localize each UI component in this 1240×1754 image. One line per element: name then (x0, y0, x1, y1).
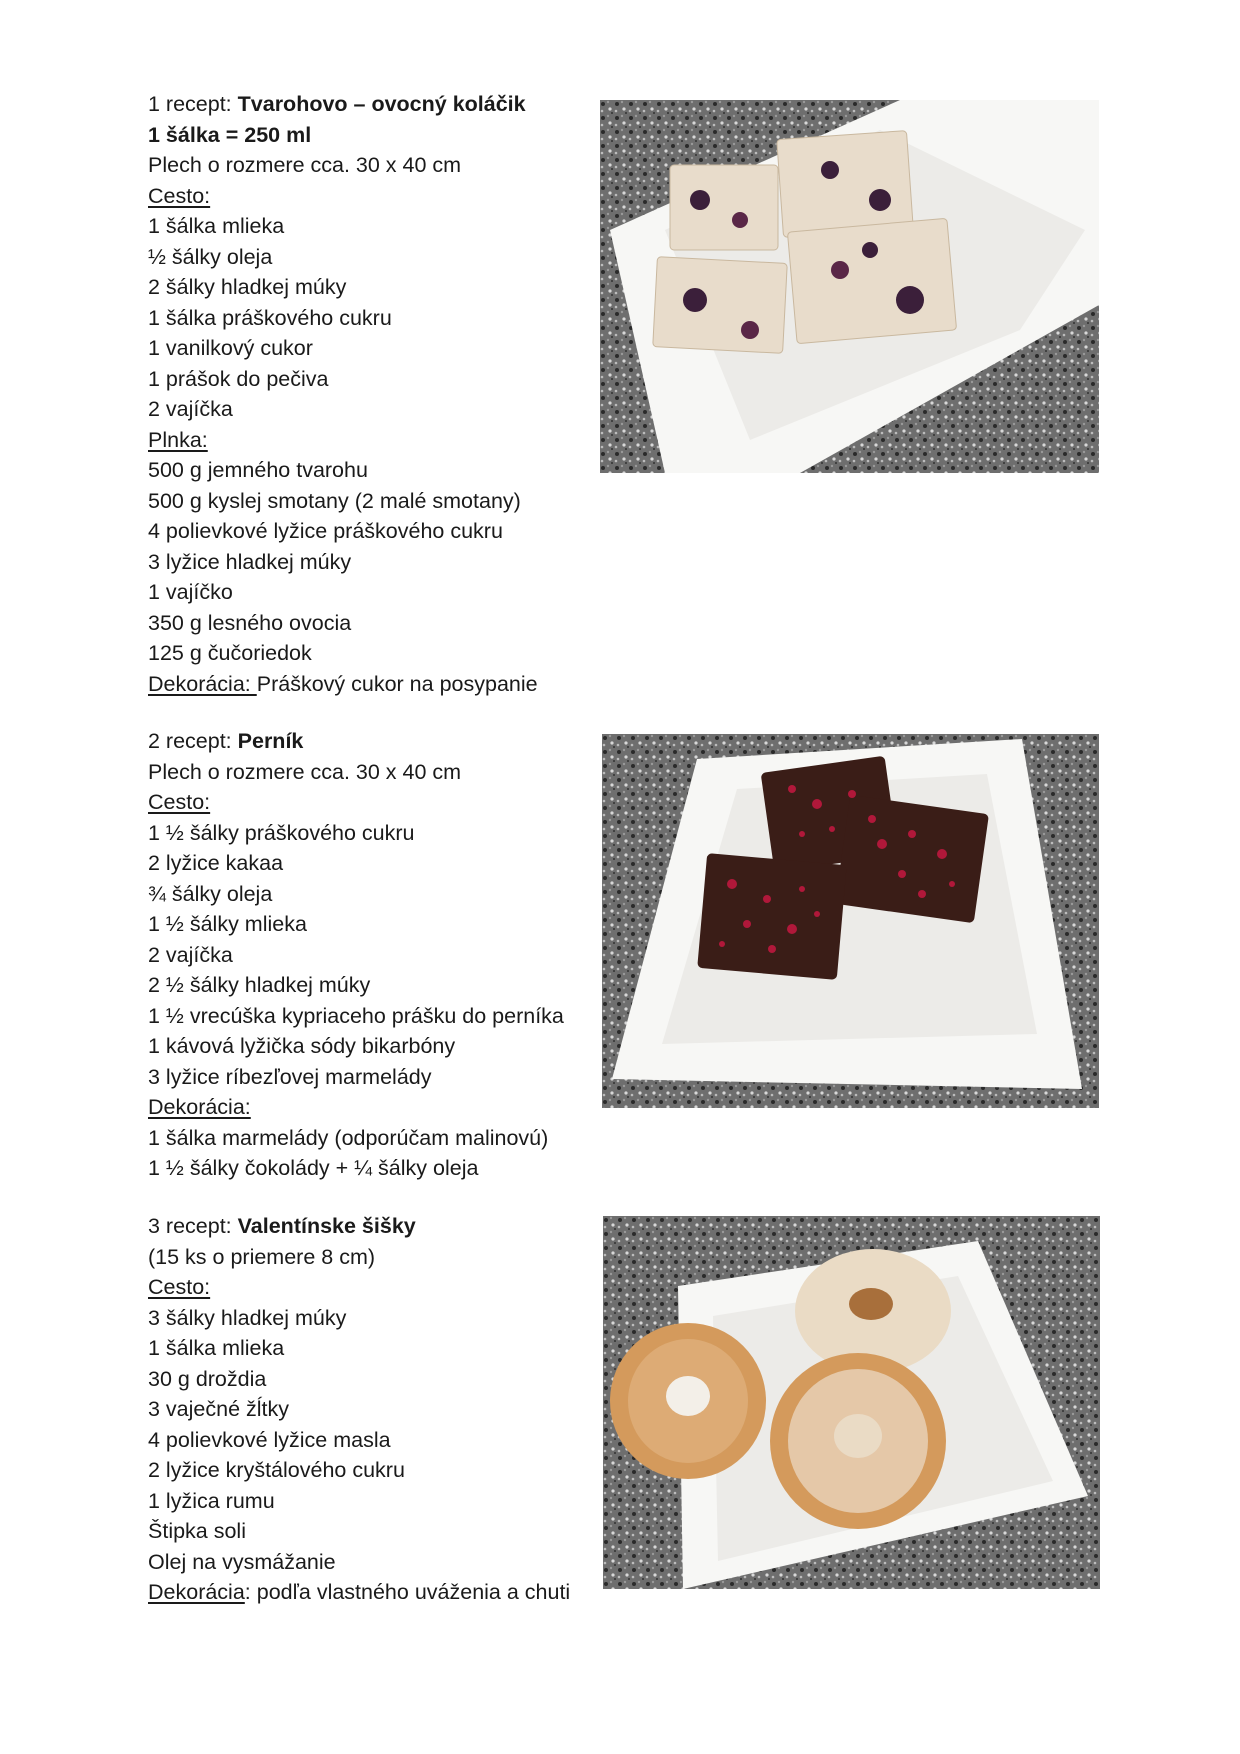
decoration-text: : podľa vlastného uváženia a chuti (244, 1580, 571, 1604)
ingredient: 2 šálky hladkej múky (148, 275, 347, 299)
ingredient: 1 šálka mlieka (148, 214, 285, 238)
ingredient: 1 kávová lyžička sódy bikarbóny (148, 1034, 456, 1058)
recipe-number: 1 recept: (148, 92, 238, 116)
decoration-item: 1 šálka marmelády (odporúčam malinovú) (148, 1125, 549, 1150)
ingredient: Olej na vysmážanie (148, 1549, 336, 1574)
ingredient: 2 lyžice kryštálového cukru (148, 1458, 405, 1482)
pan-size: Plech o rozmere cca. 30 x 40 cm (148, 759, 462, 784)
dough-heading: Cesto: (148, 1275, 211, 1299)
ingredient: 1 ½ šálky práškového cukru (148, 820, 415, 845)
decoration-item: 1 ½ šálky čokolády + ¼ šálky oleja (148, 1156, 479, 1180)
dough-heading: Cesto: (148, 790, 211, 814)
ingredient: 1 vanilkový cukor (148, 336, 313, 360)
dough-heading: Cesto: (148, 183, 211, 208)
ingredient: 2 lyžice kakaa (148, 851, 284, 875)
recipe-title: Tvarohovo – ovocný koláčik (237, 92, 526, 116)
decoration-heading: Dekorácia: (148, 671, 257, 696)
ingredient: 1 šálka mlieka (148, 1336, 285, 1360)
yield-note: (15 ks o priemere 8 cm) (148, 1244, 376, 1269)
ingredient: 3 lyžice ríbezľovej marmelády (148, 1064, 432, 1089)
recipe-title-line (148, 1211, 570, 1242)
ingredient: 1 ½ vrecúška kypriaceho prášku do perníka (148, 1003, 564, 1028)
ingredient: 3 šálky hladkej múky (148, 1305, 347, 1330)
ingredient: 125 g čučoriedok (148, 641, 312, 665)
photo-gingerbread (602, 734, 1099, 1108)
ingredient: 500 g jemného tvarohu (148, 458, 368, 482)
ingredient: 2 vajíčka (148, 942, 233, 967)
ingredient: ¾ šálky oleja (148, 881, 273, 906)
ingredient: Štipka soli (148, 1519, 246, 1543)
pan-size: Plech o rozmere cca. 30 x 40 cm (148, 153, 462, 177)
recipe-number: 2 recept: (148, 729, 238, 753)
recipe-2 (148, 726, 564, 1184)
decoration-line (148, 669, 538, 700)
ingredient: 1 šálka práškového cukru (148, 305, 392, 330)
ingredient: 1 prášok do pečiva (148, 366, 329, 391)
filling-heading: Plnka: (148, 427, 208, 452)
ingredient: 4 polievkové lyžice masla (148, 1427, 391, 1452)
recipe-title-line (148, 726, 564, 757)
ingredient: 1 lyžica rumu (148, 1488, 275, 1513)
ingredient: 3 lyžice hladkej múky (148, 549, 352, 574)
ingredient: 30 g droždia (148, 1366, 267, 1391)
recipe-title: Valentínske šišky (237, 1214, 416, 1238)
recipe-1 (148, 89, 538, 699)
recipe-number: 3 recept: (148, 1214, 238, 1238)
recipe-3 (148, 1211, 570, 1608)
decoration-line (148, 1577, 570, 1608)
ingredient: 4 polievkové lyžice práškového cukru (148, 519, 503, 543)
decoration-heading: Dekorácia (148, 1580, 245, 1604)
recipe-title-line (148, 89, 538, 120)
ingredient: ½ šálky oleja (148, 244, 273, 269)
recipe-title: Perník (237, 729, 304, 753)
ingredient: 3 vaječné žĺtky (148, 1397, 290, 1421)
photo-cheese-fruit-cake (600, 100, 1099, 473)
decoration-text: Práškový cukor na posypanie (256, 671, 538, 696)
cup-note: 1 šálka = 250 ml (148, 122, 312, 147)
ingredient: 500 g kyslej smotany (2 malé smotany) (148, 488, 521, 513)
ingredient: 1 vajíčko (148, 580, 233, 604)
photo-valentine-donuts (603, 1216, 1100, 1589)
ingredient: 2 ½ šálky hladkej múky (148, 973, 371, 997)
ingredient: 1 ½ šálky mlieka (148, 912, 307, 936)
decoration-heading: Dekorácia: (148, 1095, 251, 1119)
ingredient: 350 g lesného ovocia (148, 610, 352, 635)
ingredient: 2 vajíčka (148, 397, 233, 421)
